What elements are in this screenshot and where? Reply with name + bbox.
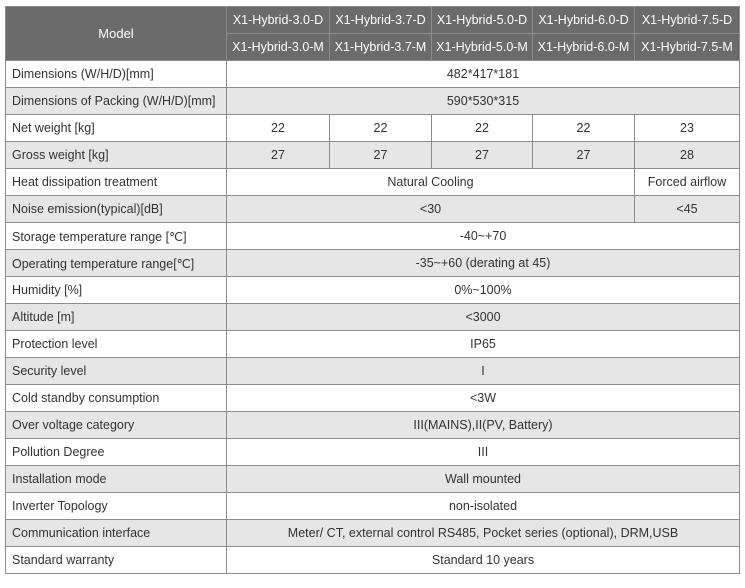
row-value: Wall mounted [227, 466, 740, 493]
row-label: Noise emission(typical)[dB] [6, 196, 227, 223]
row-label: Standard warranty [6, 547, 227, 574]
row-value: Natural Cooling [227, 169, 635, 196]
row-label: Pollution Degree [6, 439, 227, 466]
table-row [6, 493, 740, 520]
row-value: 27 [227, 142, 330, 169]
row-value: -35~+60 (derating at 45) [227, 250, 740, 277]
row-value: <30 [227, 196, 635, 223]
row-value: -40~+70 [227, 223, 740, 250]
row-value: 28 [635, 142, 740, 169]
model-name-m: X1-Hybrid-7.5-M [635, 34, 740, 61]
model-name-m: X1-Hybrid-3.7-M [330, 34, 432, 61]
row-value: 482*417*181 [227, 61, 740, 88]
row-value: 27 [330, 142, 432, 169]
row-value: 0%~100% [227, 277, 740, 304]
header-row-d [6, 7, 740, 34]
row-label: Communication interface [6, 520, 227, 547]
row-value: 22 [533, 115, 635, 142]
table-row [6, 169, 740, 196]
table-row [6, 439, 740, 466]
model-name-d: X1-Hybrid-6.0-D [533, 7, 635, 34]
row-value: I [227, 358, 740, 385]
model-name-d: X1-Hybrid-7.5-D [635, 7, 740, 34]
row-label: Altitude [m] [6, 304, 227, 331]
spec-table [5, 6, 740, 574]
row-value: Forced airflow [635, 169, 740, 196]
row-value: <3000 [227, 304, 740, 331]
row-value: <45 [635, 196, 740, 223]
row-value: IP65 [227, 331, 740, 358]
table-row [6, 142, 740, 169]
row-value: 22 [432, 115, 533, 142]
row-label: Cold standby consumption [6, 385, 227, 412]
row-label: Operating temperature range[℃] [6, 250, 227, 277]
row-label: Net weight [kg] [6, 115, 227, 142]
row-value: Standard 10 years [227, 547, 740, 574]
table-row [6, 520, 740, 547]
row-label: Over voltage category [6, 412, 227, 439]
row-label: Protection level [6, 331, 227, 358]
row-label: Humidity [%] [6, 277, 227, 304]
table-row [6, 115, 740, 142]
table-row [6, 88, 740, 115]
row-label: Gross weight [kg] [6, 142, 227, 169]
row-value: 22 [330, 115, 432, 142]
row-value: III(MAINS),II(PV, Battery) [227, 412, 740, 439]
row-label: Dimensions (W/H/D)[mm] [6, 61, 227, 88]
row-label: Heat dissipation treatment [6, 169, 227, 196]
model-name-m: X1-Hybrid-6.0-M [533, 34, 635, 61]
model-name-d: X1-Hybrid-5.0-D [432, 7, 533, 34]
table-row [6, 61, 740, 88]
row-label: Inverter Topology [6, 493, 227, 520]
table-row [6, 250, 740, 277]
model-name-d: X1-Hybrid-3.7-D [330, 7, 432, 34]
table-row [6, 196, 740, 223]
row-value: III [227, 439, 740, 466]
spec-table-header [6, 7, 740, 61]
model-name-d: X1-Hybrid-3.0-D [227, 7, 330, 34]
table-row [6, 304, 740, 331]
table-row [6, 331, 740, 358]
row-value: 590*530*315 [227, 88, 740, 115]
model-header: Model [6, 7, 227, 61]
row-label: Security level [6, 358, 227, 385]
row-value: 27 [432, 142, 533, 169]
row-value: 22 [227, 115, 330, 142]
table-row [6, 223, 740, 250]
table-row [6, 466, 740, 493]
row-value: non-isolated [227, 493, 740, 520]
row-label: Dimensions of Packing (W/H/D)[mm] [6, 88, 227, 115]
model-name-m: X1-Hybrid-3.0-M [227, 34, 330, 61]
spec-table-body [6, 61, 740, 574]
row-value: <3W [227, 385, 740, 412]
model-name-m: X1-Hybrid-5.0-M [432, 34, 533, 61]
row-value: Meter/ CT, external control RS485, Pocket series (optional), DRM,USB [227, 520, 740, 547]
table-row [6, 547, 740, 574]
row-value: 23 [635, 115, 740, 142]
table-row [6, 385, 740, 412]
row-label: Installation mode [6, 466, 227, 493]
table-row [6, 277, 740, 304]
table-row [6, 412, 740, 439]
row-value: 27 [533, 142, 635, 169]
row-label: Storage temperature range [℃] [6, 223, 227, 250]
table-row [6, 358, 740, 385]
